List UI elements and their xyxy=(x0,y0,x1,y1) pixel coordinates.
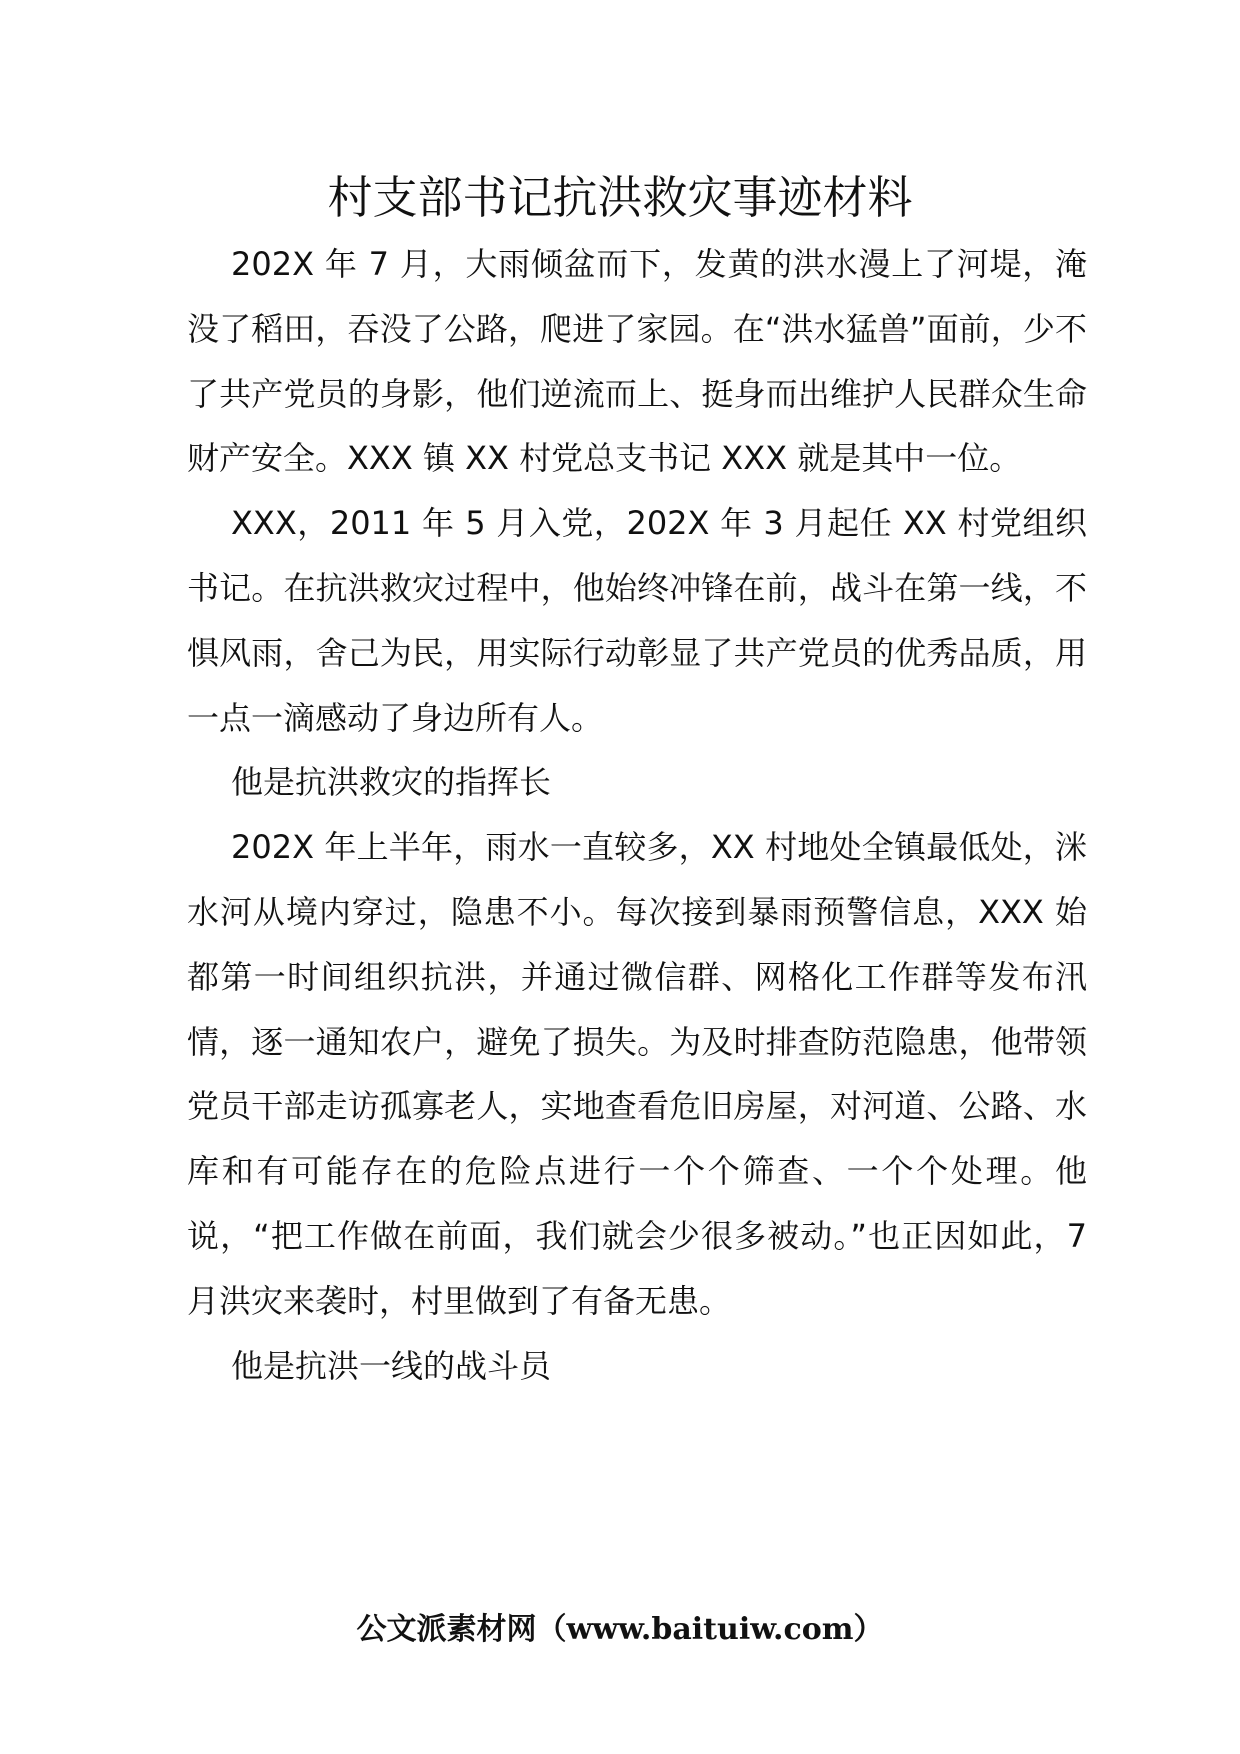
document-title: 村支部书记抗洪救灾事迹材料 xyxy=(327,171,913,224)
footer-watermark: 公文派素材网（www.baituiw.com） xyxy=(356,1612,884,1647)
section-heading-fighter: 他是抗洪一线的战斗员 xyxy=(231,1346,552,1385)
document-body xyxy=(187,232,1087,1398)
paragraph-commander: 202X 年上半年，雨水一直较多，XX 村地处全镇最低处，洣水河从境内穿过，隐患不小。每次接到暴雨预警信息，XXX 始都第一时间组织抗洪，并通过微信群、网格化工作群等发布汛情，逐一通知农户，避免了损失。为及时排查防范隐患，他带领党员干部走访孤寡老人，实地查看危旧房屋，对河道、公路、水库和有可能存在的危险点进行一个个筛查、一个个处理。他说，“把工作做在前面，我们就会少很多被动。”也正因如此，7 月洪灾来袭时，村里做到了有备无患。 xyxy=(187,828,1087,1320)
section-heading-commander: 他是抗洪救灾的指挥长 xyxy=(231,763,552,802)
paragraph-intro: 202X 年 7 月，大雨倾盆而下，发黄的洪水漫上了河堤，淹没了稻田，吞没了公路，爬进了家园。在“洪水猛兽”面前，少不了共产党员的身影，他们逆流而上、挺身而出维护人民群众生命财产安全。XXX 镇 XX 村党总支书记 XXX 就是其中一位。 xyxy=(187,245,1087,478)
paragraph-profile: XXX，2011 年 5 月入党，202X 年 3 月起任 XX 村党组织书记。在抗洪救灾过程中，他始终冲锋在前，战斗在第一线，不惧风雨，舍己为民，用实际行动彰显了共产党员的优秀品质，用一点一滴感动了身边所有人。 xyxy=(187,504,1087,737)
